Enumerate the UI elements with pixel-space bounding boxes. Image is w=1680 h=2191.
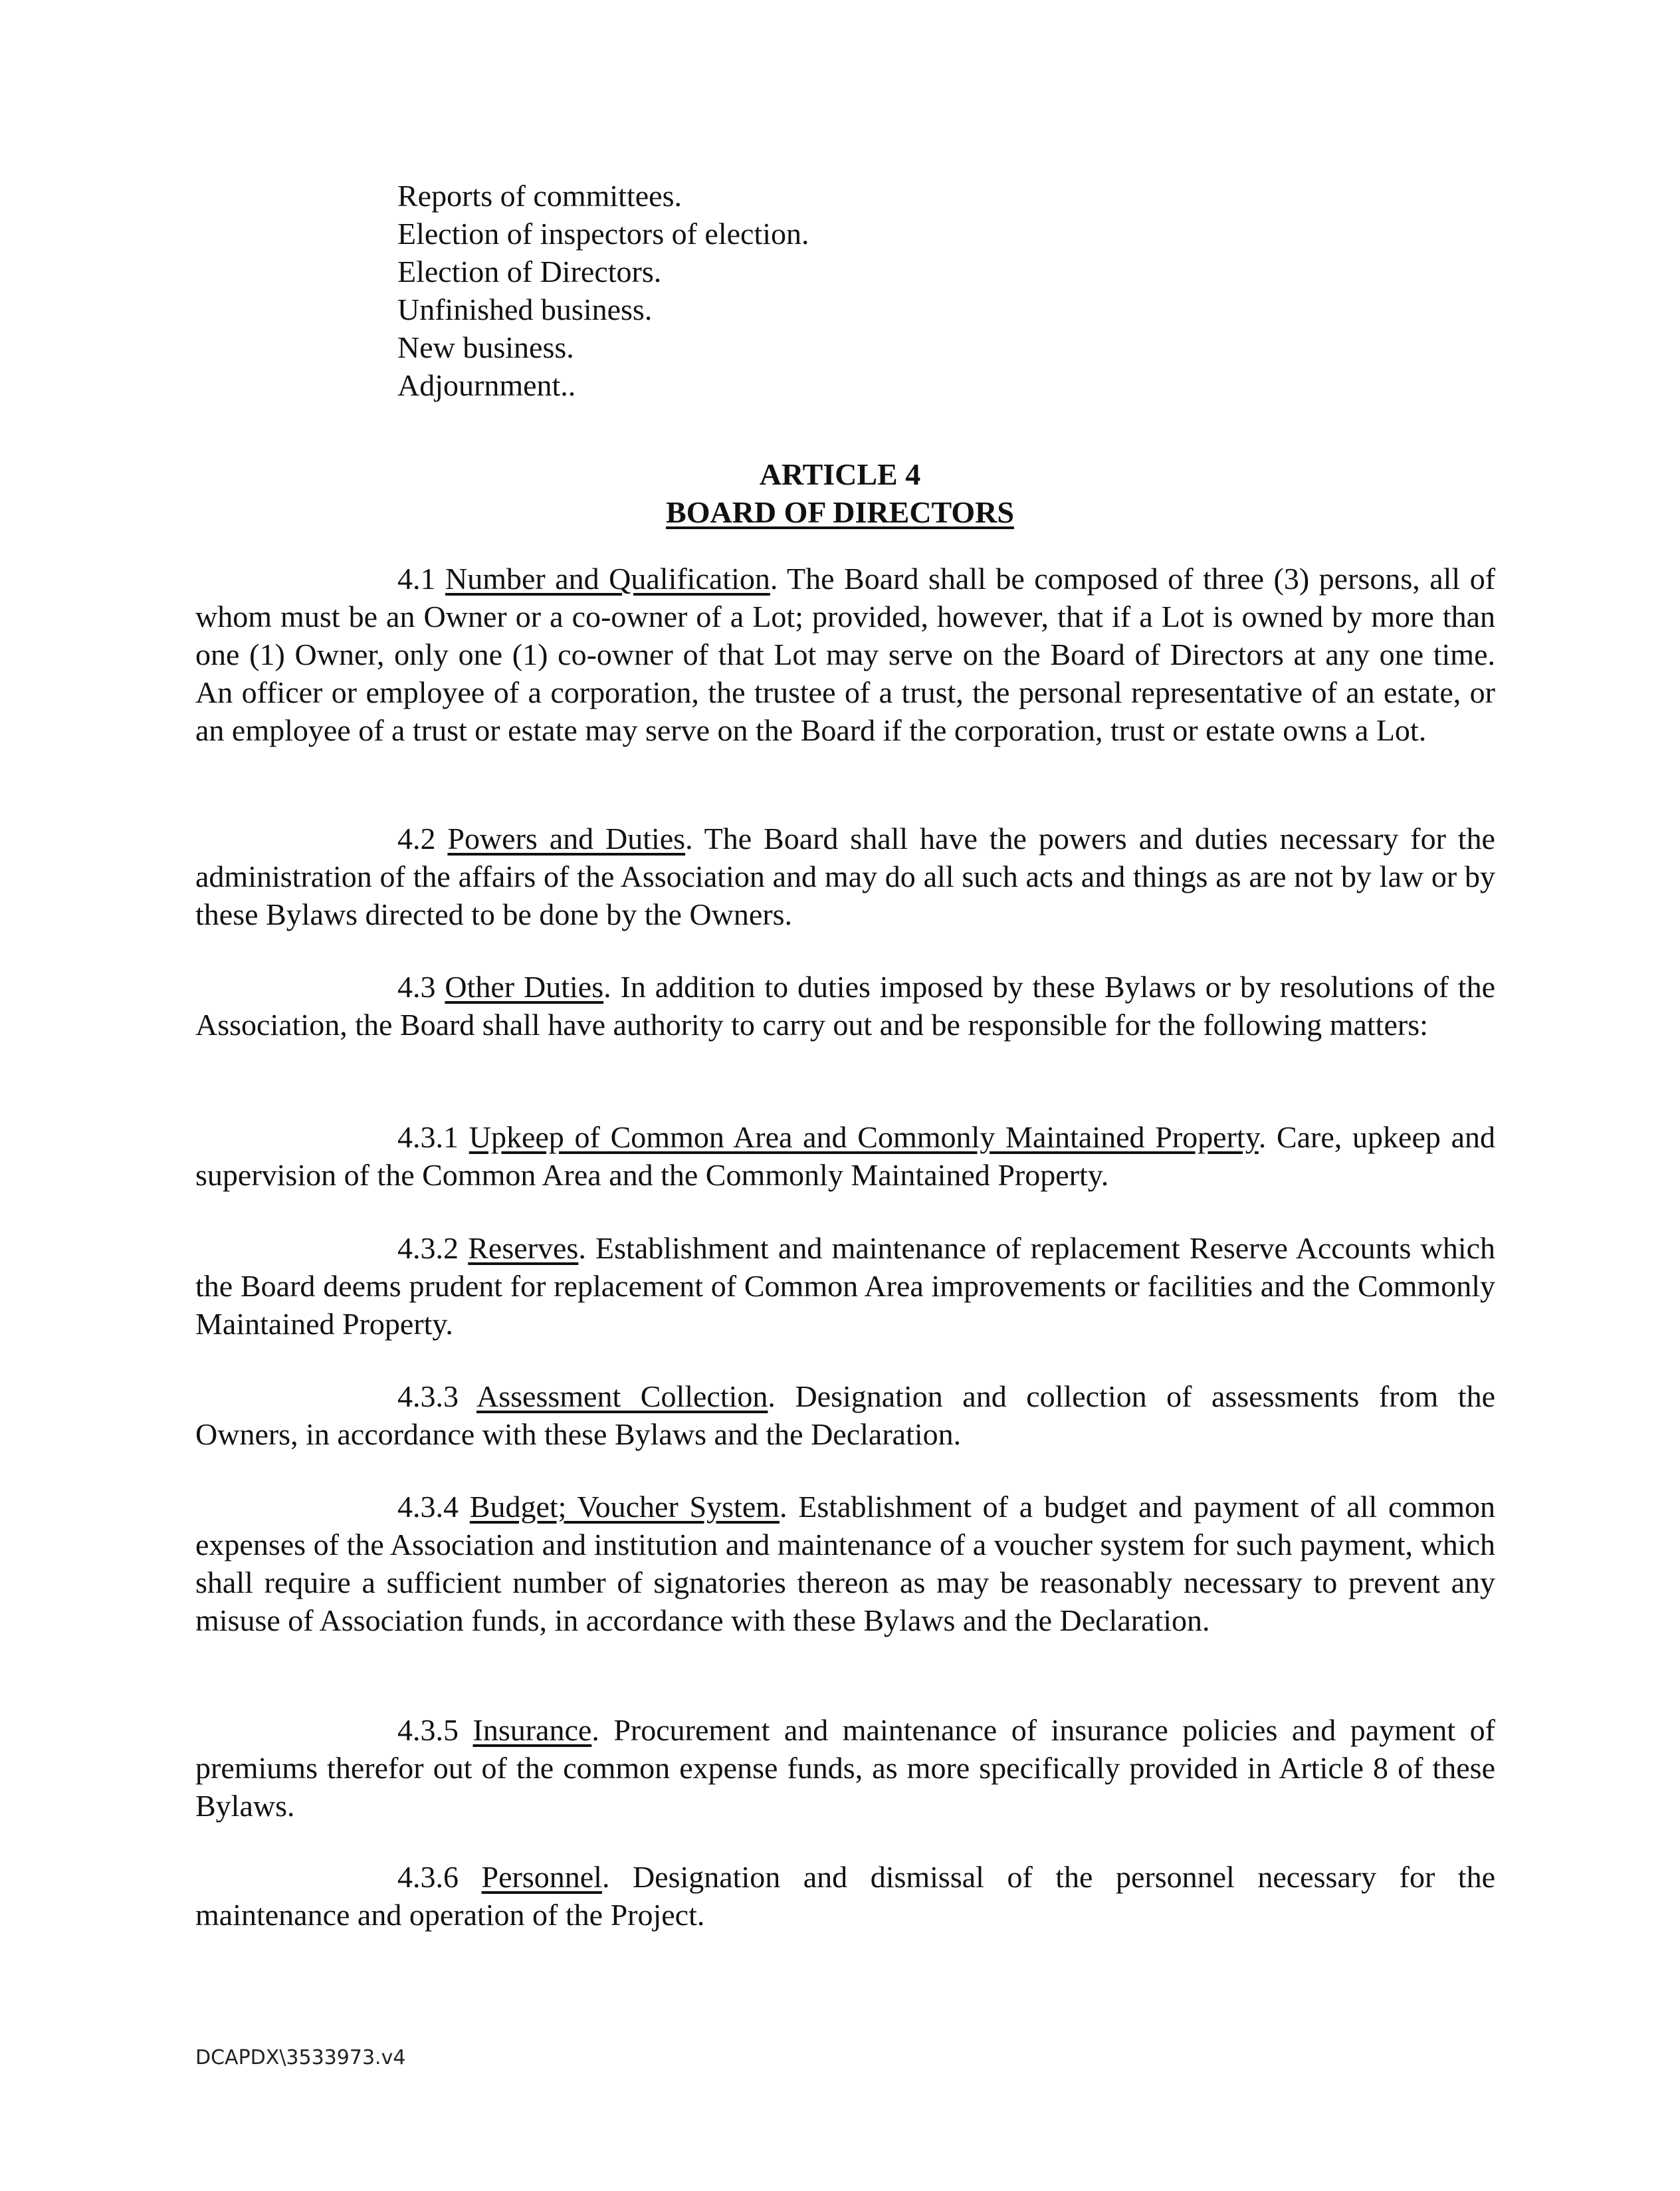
section-heading: Upkeep of Common Area and Commonly Maintained Property [469,1120,1259,1154]
section-4-3-3 [195,1377,1495,1453]
section-4-3-4 [195,1488,1495,1639]
section-4-3-2 [195,1229,1495,1343]
agenda-item: Adjournment.. [397,368,576,402]
section-number: 4.3 [397,970,436,1004]
document-id-footer: DCAPDX\3533973.v4 [195,2046,406,2069]
section-4-3-1 [195,1118,1495,1194]
section-heading: Assessment Collection [476,1379,768,1413]
section-4-3-6 [195,1858,1495,1934]
section-number: 4.3.6 [397,1860,459,1894]
section-heading: Other Duties [445,970,604,1004]
agenda-list [397,177,809,404]
section-body: . Designation and collection of assessments from the Owners, in accordance with these Bylaws and the Declaration. [195,1379,1495,1451]
section-body: . Care, upkeep and supervision of the Common Area and the Commonly Maintained Property. [195,1120,1496,1192]
section-body: . Establishment of a budget and payment of all common expenses of the Association and institution and maintenance of a voucher system for such payment, which shall require a sufficient number of signatories thereon as may be reasonably necessary to prevent any misuse of Association funds, in accordance with these Bylaws and the Declaration. [195,1490,1496,1637]
agenda-item: Unfinished business. [397,292,653,326]
section-heading: Budget; Voucher System [469,1490,780,1524]
section-body: . The Board shall have the powers and duties necessary for the administration of the affairs of the Association and may do all such acts and things as are not by law or by these Bylaws directed to be done by the Owners. [195,822,1495,931]
article-number: ARTICLE 4 [759,457,921,491]
section-heading: Personnel [481,1860,602,1894]
section-4-2 [195,820,1495,933]
section-number: 4.3.5 [397,1713,459,1747]
section-number: 4.2 [397,822,436,856]
section-body: . The Board shall be composed of three (3) persons, all of whom must be an Owner or a co-owner of a Lot; provided, however, that if a Lot is owned by more than one (1) Owner, only one (1) co-owner of that Lot may serve on the Board of Directors at any one time. An officer or employee of a corporation, the trustee of a trust, the personal representative of an estate, or an employee of a trust or estate may serve on the Board if the corporation, trust or estate owns a Lot. [195,562,1496,747]
section-4-1 [195,560,1495,749]
section-4-3-5 [195,1711,1495,1825]
section-heading: Insurance [472,1713,592,1747]
section-4-3 [195,968,1495,1044]
section-number: 4.1 [397,562,436,596]
agenda-item: Election of inspectors of election. [397,217,809,251]
section-heading: Number and Qualification [445,562,770,596]
article-title: BOARD OF DIRECTORS [666,495,1014,529]
section-body: . Designation and dismissal of the personnel necessary for the maintenance and operation of the Project. [195,1860,1495,1932]
section-heading: Powers and Duties [447,822,686,856]
section-body: . Procurement and maintenance of insurance policies and payment of premiums therefor out of the common expense funds, as more specifically provided in Article 8 of these Bylaws. [195,1713,1496,1823]
section-number: 4.3.3 [397,1379,459,1413]
section-body: . Establishment and maintenance of replacement Reserve Accounts which the Board deems prudent for replacement of Common Area improvements or facilities and the Commonly Maintained Property. [195,1231,1496,1341]
section-number: 4.3.1 [397,1120,459,1154]
agenda-item: Election of Directors. [397,255,662,288]
section-body: . In addition to duties imposed by these Bylaws or by resolutions of the Association, the Board shall have authority to carry out and be responsible for the following matters: [195,970,1496,1042]
agenda-item: Reports of committees. [397,179,682,213]
agenda-item: New business. [397,330,574,364]
section-number: 4.3.4 [397,1490,459,1524]
section-heading: Reserves [468,1231,579,1265]
section-number: 4.3.2 [397,1231,459,1265]
